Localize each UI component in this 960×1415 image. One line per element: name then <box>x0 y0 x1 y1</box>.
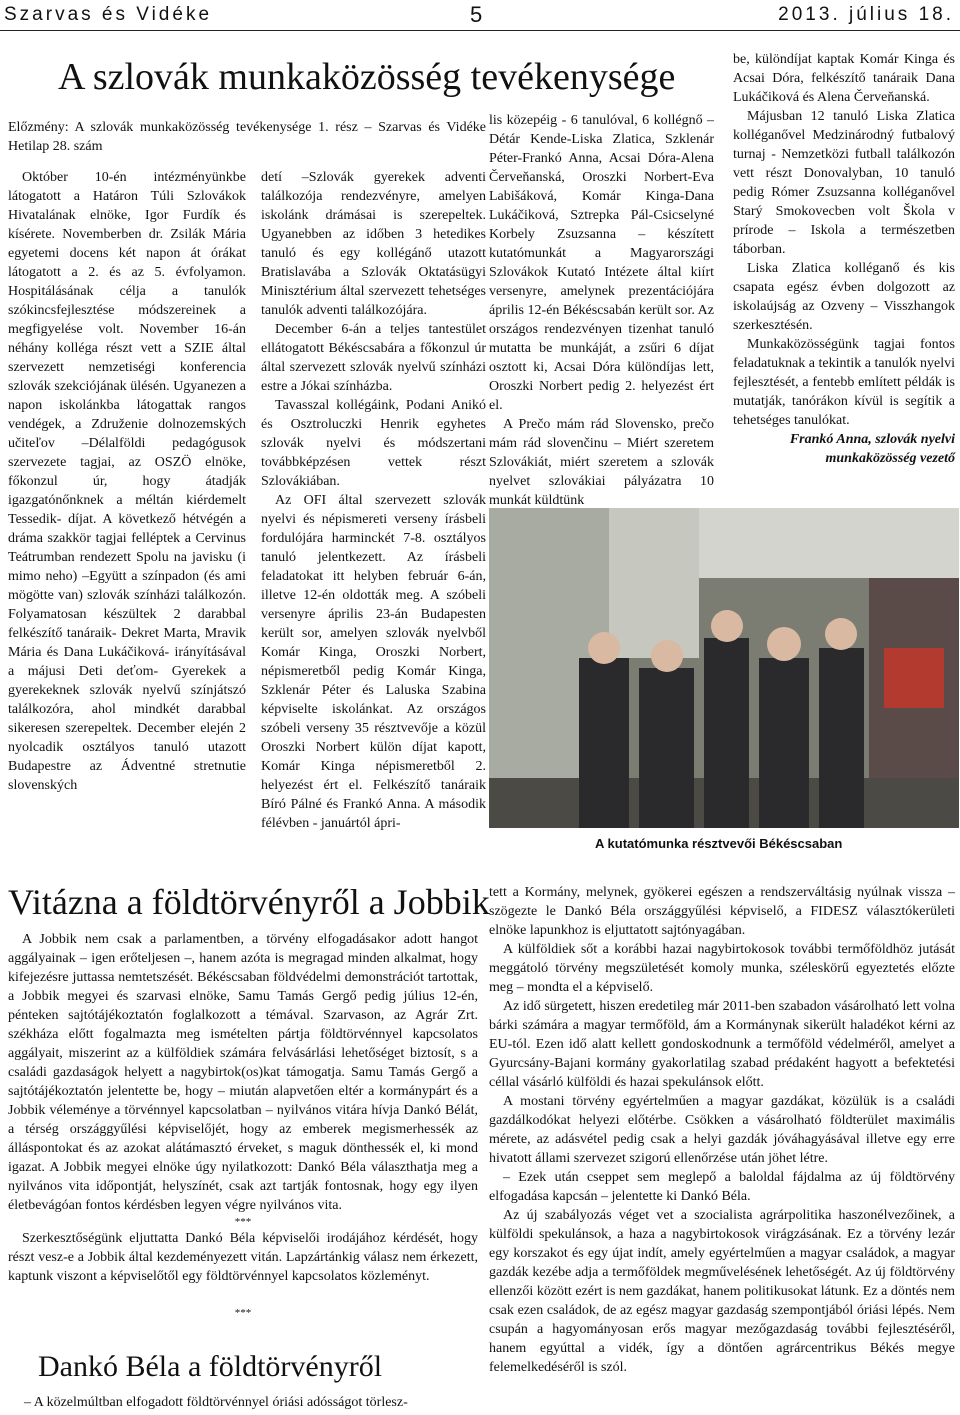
article1-col3 <box>489 111 714 510</box>
article1-col1 <box>8 168 246 795</box>
paragraph: Májusban 12 tanuló Liska Zlatica kolléganővel Medzinárodný futbalový turnaj - Nemzetközi futball találkozón vett részt Donovalyban, 10 tanuló pedig Rómer Zsuzsanna kolléganővel Starý Smokovecben volt Škola v prírode – Iskola a természetben táborban. <box>733 109 955 257</box>
paragraph: A külföldiek sőt a korábbi hazai nagybirtokosok további termőföldhöz jutását meggátoló törvény megszületését komoly munka, széleskörű egyeztetés előzte meg – mondta el a képviselő. <box>489 942 955 995</box>
paragraph: – Ezek után cseppet sem meglepő a baloldal fájdalma az új földtörvény elfogadása kapcsán – jelentette ki Dankó Béla. <box>489 1170 955 1204</box>
article1-prelude: Előzmény: A szlovák munkaközösség tevékenysége 1. rész – Szarvas és Vidéke Hetilap 28. szám <box>8 120 486 154</box>
paragraph: Munkaközösségünk tagjai fontos feladatuknak a tekintik a tanulók nyelvi fejlesztését, a fentebb említett példák is mutatják, tanórákon kívül is segítik a tehetséges tanulókat. <box>733 337 955 428</box>
paragraph: tett a Kormány, melynek, gyökerei egészen a rendszerváltásig nyúlnak vissza – szögezte le Dankó Béla országgyűlési képviselő, a FIDESZ választókerületi elnöke lapunkhoz is eljuttatott sajtónyagában. <box>489 885 955 938</box>
paragraph: Az OFI által szervezett szlovák nyelvi és népismereti verseny írásbeli fordulójára harminckét 7-8. osztályos tanuló jelentkezett. Az írásbeli feladatokat itt helyben február 6-án, illetve 12-én oldották meg. A szóbeli versenyre április 23-án Budapesten került sor, amelyen szlovák nyelvből Komár Kinga, Oroszki Norbert, népismeretből pedig Komár Kinga, Szklenár Péter és Laluska Szabina képviselte iskolánkat. Az országos szóbeli verseny 35 résztvevője a közül Oroszki Norbert külön díjat kapott, Komár Kinga népismeretből 2. helyezést ért el. Felkészítő tanáraik Bíró Pálné és Frankó Anna. A második félévben - januártól ápri- <box>261 493 486 831</box>
separator-stars: *** <box>234 1307 252 1319</box>
paragraph: detí –Szlovák gyerekek adventi találkozója rendezvényre, amelyen iskolánk drámásai is szerepeltek. Ugyanebben az időben 3 hetedikes tanuló és egy kollégánő utazott Bratislavába a Szlovák Oktatásügyi Minisztérium által szervezett tehetséges tanulók adventi találkozójára. <box>261 170 486 318</box>
paragraph: A Jobbik nem csak a parlamentben, a törvény elfogadásakor adott hangot aggályainak – igen erőteljesen –, hanem azóta is megragad minden alkalmat, hogy kifejezésre juttassa nemtetszését. Békéscsaban földvédelmi demonstrációt tartottak, a Jobbik megyei és szarvasi elnöke, Samu Tamás Gergő pedig július 12-én, pénteken sajtótájékoztatón foglalkozott a témával. Szarvason, az Agrár Zrt. székháza előtt fogalmazta meg ismételten pártja földtörvénnyel kapcsolatos aggályait, miszerint az a külföldiek számára felvásárlási lehetőséget biztosít, s a családi gazdaságok helyett a nagybirtok(os)kat támogatja. Samu Tamás Gergő a sajtótájékoztatón jelentette be, hogy – miután alapvetően eltér a kormánypárt és a Jobbik véleménye a törvénnyel kapcsolatban – nyilvános vitára hívja Dankó Bélát, a térség országgyűlési képviselőjét, hogy az emberek megismerhessék az álláspontokat és az azokat alátámasztó érveket, s maguk dönthessék el, ki mond igazat. A Jobbik megyei elnöke úgy nyilatkozott: Dankó Béla választhatja meg a nyilvános vita időpontját, helyszínét, csak azt tartják fontosnak, hogy egy ilyen életbevágóan fontos kérdésben legyen végre nyilvános vita. <box>8 932 478 1213</box>
paragraph: Október 10-én intézményünkbe látogatott a Határon Túli Szlovákok Hivatalának elnöke, Igor Furdík és kísérete. Novemberben dr. Zsilák Mária egyetemi docens két napon át órákat látogatott a 2. és az 5. évfolyamon. Hospitálásának célja a tanulók szókincsfejlesztése módszereinek a megfigyelése volt. November 16-án néhány kolléga részt vett a SZIE által szervezett nemzetiségi konferencia szlovák szekciójának ülésén. Ugyanezen a napon iskolánkba látogattak rangos vendégek, a Združenie dolnozemských učiteľov –Délalföldi pedagógusok szervezete tagjai, az OSZÖ elnöke, főkonzul úr, hogy átadják igazgatónőnknek a méltán kiérdemelt Tessedik- díjat. A következő hétvégén a dráma szakkör tagjai felléptek a Cervinus Teátrumban rendezett Spolu na javisku (i mimo neho) –Együtt a színpadon (és ami mögötte van) szlovák színházi találkozón. Folyamatosan készültek 2 darabbal felkészítő tanáraik- Dekret Marta, Mravik Mária és Dana Lukáčiková- irányításával a májusi Deti deťom- Gyerekek a gyerekeknek szlovák nyelvű színjátszó találkozóra, ahol mindkét darabbal sikeresen szerepeltek. December elején 2 nyolcadik osztályos tanuló utazott Budapestre az Ádventné stretnutie slovenských <box>8 170 246 793</box>
article1-title: A szlovák munkaközösség tevékenysége <box>58 56 676 98</box>
article1-col2 <box>261 168 486 833</box>
paragraph: A mostani törvény egyértelműen a magyar gazdákat, közülük is a családi gazdálkodókat helyezi előtérbe. Csökken a vásárolható földterület maximális mérete, az adásvétel pedig csak a helyi gazdák jóváhagyásával illetve egy erre hivatott állami szervezet szigorú ellenőrzése után jöhet létre. <box>489 1094 955 1166</box>
group-photo-illustration <box>489 508 959 828</box>
paragraph: lis közepéig - 6 tanulóval, 6 kollégnő –Détár Kende-Liska Zlatica, Szklenár Péter-Frankó Anna, Acsai Dóra-Alena Červeňanská, Oroszki Norbert-Eva Labišáková, Komár Kinga-Dana Lukáčiková, Sztrepka Pál-Csicselyné Korbely Zsuzsanna – készített kutatómunkát a Magyarországi Szlovákok Kutató Intézete által kiírt versenyre, amelynek prezentációjára április 12-én Békéscsabán került sor. Az országos rendezvényen tizenhat tanuló mutatta be munkáját, a zsűri 6 díjat osztott ki, Acsai Dóra különdíjas lett, Oroszki Norbert pedig 2. helyezést ért el. <box>489 113 714 413</box>
article3-lead: – A közelmúltban elfogadott földtörvénnyel óriási adósságot törlesz- <box>24 1395 408 1410</box>
paragraph: December 6-án a teljes tantestület ellátogatott Békéscsabára a főkonzul úr által szervezett szlovák nyelvű színházi estre a Jókai színházba. <box>261 322 486 394</box>
page-number: 5 <box>470 2 483 27</box>
separator-stars: *** <box>234 1216 252 1228</box>
article2-title: Vitázna a földtörvényről a Jobbik <box>8 882 490 922</box>
newspaper-name: Szarvas és Vidéke <box>4 4 213 25</box>
article2-body <box>8 930 478 1320</box>
article1-col4 <box>733 50 955 468</box>
signature-role: munkaközösség vezető <box>825 451 955 466</box>
paragraph: Az idő sürgetett, hiszen eredetileg már 2011-ben szabadon vásárolható lett volna bárki számára a magyar termőföld, ám a Kormánynak sikerült haladékot kérni az EU-tól. Ezen idő alatt kellett gondoskodnunk a termőföld védelméről, amelyet a Gyurcsány-Bajani kormány gyakorlatilag szabad prédaként hagyott a befektetési céllal vásárló külföldi és hazai spekulánsok előtt. <box>489 999 955 1090</box>
header-rule <box>0 30 960 31</box>
paragraph: be, különdíjat kaptak Komár Kinga és Acsai Dóra, felkészítő tanáraik Dana Lukáčiková és Alena Červeňanská. <box>733 52 955 105</box>
page-header <box>0 0 960 34</box>
issue-date: 2013. július 18. <box>778 4 954 25</box>
photo-caption: A kutatómunka résztvevői Békéscsaban <box>595 836 843 851</box>
paragraph: A Prečo mám rád Slovensko, prečo mám rád slovenčinu – Miért szeretem Szlovákiát, miért szeretem a szlovák nyelvet szlovákiai pályázatra 10 munkát küldtünk <box>489 417 714 508</box>
paragraph: Liska Zlatica kolléganő és kis csapata egész évben dolgozott az iskolaújság az Ozveny – Visszhangok szerkesztésén. <box>733 261 955 333</box>
article3-title: Dankó Béla a földtörvényről <box>38 1350 383 1383</box>
paragraph: Szerkesztőségünk eljuttatta Dankó Béla képviselői irodájához kérdését, hogy részt vesz-e a Jobbik által kezdeményezett vitán. Lapzártánkig válasz nem érkezett, kaptunk viszont a képviselőtől egy földtörvénnyel kapcsolatos közleményt. <box>8 1231 478 1284</box>
article3-body <box>489 883 955 1377</box>
paragraph: Az új szabályozás véget vet a szocialista agrárpolitika haszonélvezőinek, a külföldi spekulánsok, a haza a nagybirtokosok virágzásának. Ez a törvény lezár egy korszakot és egy újat indít, amely egyértelműen a magyar családok, a magyar gazdák kezébe adja a termőföldek megművelésének lehetőségét. Az új földtörvény ellenzői között ezért is nem gazdákat, hanem politikusokat látunk. Ez a döntés nem csak ezen családok, de az egész magyar gazdaság szempontjából óriási lépés. Nem csupán a hagyományosan erős magyar mezőgazdaság további fejlesztéséről, hanem egyúttal a vidék, így a döntően agrárcentrikus Békés megye felemelkedéséről is szól. <box>489 1208 955 1375</box>
paragraph: Tavasszal kollégáink, Podani Anikó és Osztroluczki Henrik egyhetes szlovák nyelvi és módszertani továbbképzésen vettek részt Szlovákiában. <box>261 398 486 489</box>
signature-name: Frankó Anna, szlovák nyelvi <box>789 432 955 447</box>
group-photo <box>489 508 959 828</box>
